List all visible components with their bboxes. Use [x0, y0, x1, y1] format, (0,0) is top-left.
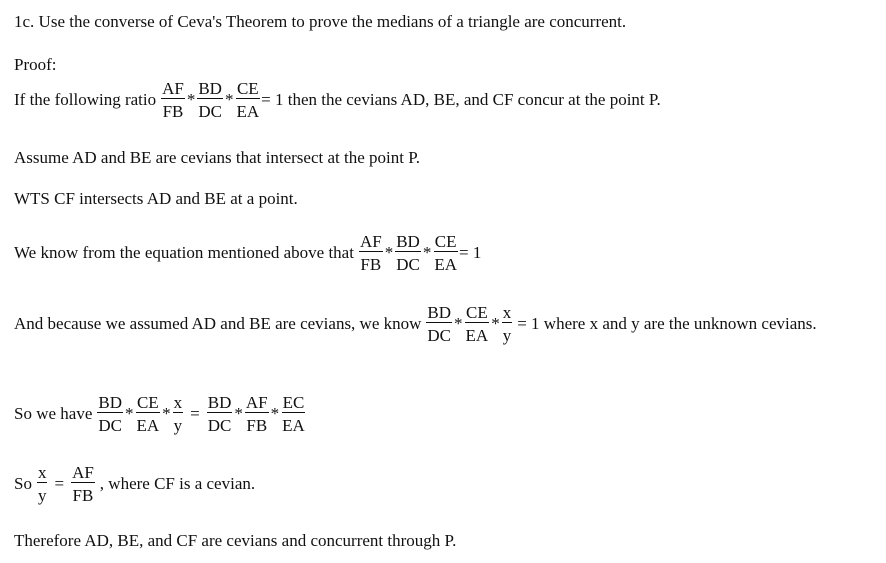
- numerator: BD: [198, 79, 222, 98]
- fraction-ce-ea: [465, 303, 490, 345]
- denominator: EA: [236, 102, 260, 121]
- known-equation: [14, 232, 481, 274]
- ceva-statement: [14, 79, 661, 121]
- numerator: AF: [359, 232, 382, 251]
- combined-equation: [14, 393, 307, 435]
- assumed-cevians-equation: [14, 303, 817, 345]
- numerator: AF: [72, 463, 94, 482]
- fraction-ce-ea: [235, 79, 260, 121]
- numerator: BD: [427, 303, 452, 322]
- denominator: y: [37, 486, 47, 505]
- known-prefix: We know from the equation mentioned above that: [14, 243, 354, 262]
- denominator: DC: [396, 255, 420, 274]
- denominator: EA: [465, 326, 489, 345]
- denominator: EA: [434, 255, 457, 274]
- times-operator: *: [162, 404, 171, 423]
- fraction-x-y: [37, 463, 48, 505]
- numerator: CE: [236, 79, 259, 98]
- denominator: DC: [427, 326, 452, 345]
- times-operator: *: [234, 404, 243, 423]
- statement-suffix: = 1 then the cevians AD, BE, and CF concur at the point P.: [261, 90, 661, 109]
- times-operator: *: [186, 90, 196, 109]
- denominator: FB: [360, 255, 382, 274]
- denominator: DC: [98, 416, 122, 435]
- fraction-bd-dc: [197, 79, 223, 121]
- ratio-prefix: So: [14, 474, 32, 493]
- numerator: BD: [207, 393, 232, 412]
- numerator: x: [502, 303, 512, 322]
- fraction-af-fb: [359, 232, 383, 274]
- numerator: BD: [396, 232, 420, 251]
- proof-label: Proof:: [14, 55, 57, 74]
- equals-sign: =: [54, 474, 65, 493]
- times-operator: *: [125, 404, 134, 423]
- times-operator: *: [422, 243, 432, 262]
- fraction-x-y: [173, 393, 184, 435]
- times-operator: *: [454, 314, 463, 333]
- denominator: y: [502, 326, 512, 345]
- ratio-suffix: , where CF is a cevian.: [99, 474, 256, 493]
- ratio-result: [14, 463, 255, 505]
- fraction-bd-dc: [426, 303, 452, 345]
- fraction-af-fb: [245, 393, 269, 435]
- assumed-suffix: = 1 where x and y are the unknown cevians.: [517, 314, 817, 333]
- denominator: EA: [136, 416, 160, 435]
- fraction-bd-dc-rhs: [207, 393, 233, 435]
- numerator: AF: [162, 79, 184, 98]
- equals-sign: =: [190, 404, 200, 423]
- fraction-af-fb: [71, 463, 95, 505]
- denominator: FB: [246, 416, 268, 435]
- assumed-prefix: And because we assumed AD and BE are cevians, we know: [14, 314, 422, 333]
- times-operator: *: [491, 314, 500, 333]
- combined-prefix: So we have: [14, 404, 93, 423]
- statement-prefix: If the following ratio: [14, 90, 157, 109]
- numerator: EC: [282, 393, 305, 412]
- known-suffix: = 1: [458, 243, 482, 262]
- numerator: CE: [434, 232, 457, 251]
- problem-title: 1c. Use the converse of Ceva's Theorem to prove the medians of a triangle are concurrent.: [14, 12, 627, 31]
- fraction-x-y: [502, 303, 513, 345]
- denominator: DC: [207, 416, 232, 435]
- fraction-ce-ea: [136, 393, 161, 435]
- denominator: EA: [282, 416, 305, 435]
- times-operator: *: [270, 404, 280, 423]
- fraction-bd-dc: [97, 393, 123, 435]
- times-operator: *: [224, 90, 234, 109]
- times-operator: *: [384, 243, 394, 262]
- fraction-ec-ea: [281, 393, 306, 435]
- fraction-af-fb: [161, 79, 185, 121]
- numerator: BD: [98, 393, 122, 412]
- denominator: FB: [72, 486, 94, 505]
- denominator: FB: [162, 102, 184, 121]
- numerator: AF: [245, 393, 268, 412]
- numerator: CE: [466, 303, 488, 322]
- conclusion-line: Therefore AD, BE, and CF are cevians and concurrent through P.: [14, 531, 457, 550]
- numerator: x: [173, 393, 183, 412]
- assumption-line: Assume AD and BE are cevians that intersect at the point P.: [14, 148, 421, 167]
- wts-line: WTS CF intersects AD and BE at a point.: [14, 189, 298, 208]
- denominator: y: [173, 416, 183, 435]
- numerator: x: [37, 463, 47, 482]
- fraction-ce-ea: [433, 232, 458, 274]
- denominator: DC: [198, 102, 222, 121]
- fraction-bd-dc: [395, 232, 421, 274]
- numerator: CE: [136, 393, 159, 412]
